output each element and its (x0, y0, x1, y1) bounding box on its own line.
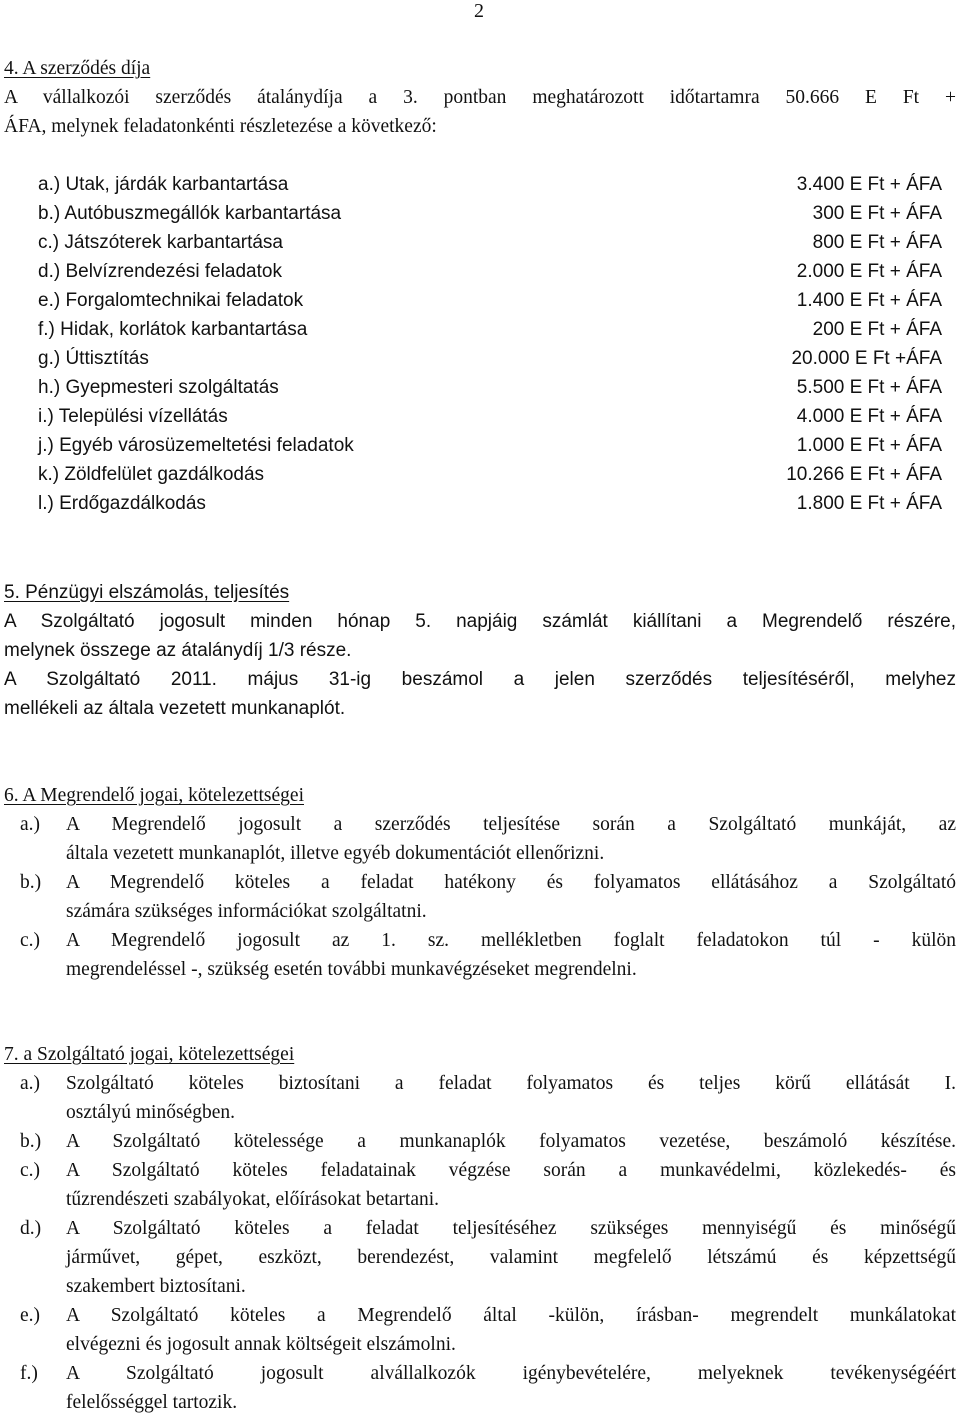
item-line: járművet, gépet, eszközt, berendezést, valamint megfelelő létszámú és képzettségű (66, 1247, 956, 1268)
fee-amount: 1.800 E Ft + ÁFA (796, 493, 942, 514)
item-line: megrendeléssel -, szükség esetén további munkavégzéseket megrendelni. (66, 959, 637, 980)
item-line: A Szolgáltató köteles a feladat teljesítéséhez szükséges mennyiségű és minőségű (66, 1218, 956, 1239)
fee-amount: 800 E Ft + ÁFA (812, 232, 942, 253)
fee-amount: 1.400 E Ft + ÁFA (796, 290, 942, 311)
page-number: 2 (474, 0, 484, 22)
item-line: Szolgáltató köteles biztosítani a feladat folyamatos és teljes körű ellátását I. (66, 1073, 956, 1094)
fee-row (0, 199, 960, 228)
item-line: A Megrendelő jogosult a szerződés teljesítése során a Szolgáltató munkáját, az (66, 814, 956, 835)
fee-amount: 10.266 E Ft + ÁFA (786, 464, 942, 485)
section-6-heading: 6. A Megrendelő jogai, kötelezettségei (4, 785, 304, 806)
fee-row (0, 257, 960, 286)
list-item (0, 1127, 956, 1156)
fee-label: d.) Belvízrendezési feladatok (38, 261, 282, 282)
fee-label: f.) Hidak, korlátok karbantartása (38, 319, 308, 340)
fee-amount: 4.000 E Ft + ÁFA (796, 406, 942, 427)
fee-row (0, 315, 960, 344)
section-6 (0, 781, 960, 984)
fee-amount: 3.400 E Ft + ÁFA (796, 174, 942, 195)
fee-row (0, 489, 960, 518)
list-item (0, 1069, 956, 1127)
item-label: b.) (20, 872, 42, 893)
section-4-intro-line1: A vállalkozói szerződés átalánydíja a 3. pontban meghatározott időtartamra 50.666 E Ft + (4, 87, 956, 108)
fee-amount: 2.000 E Ft + ÁFA (796, 261, 942, 282)
item-line: szakembert biztosítani. (66, 1276, 246, 1297)
section-5-p2-line2: mellékeli az általa vezetett munkanaplót. (4, 698, 346, 719)
item-line: számára szükséges információkat szolgáltatni. (66, 901, 427, 922)
fee-label: g.) Úttisztítás (38, 348, 149, 369)
fee-amount: 300 E Ft + ÁFA (812, 203, 942, 224)
fee-row (0, 402, 960, 431)
list-item (0, 1359, 956, 1417)
item-line: A Szolgáltató köteles feladatainak végzése során a munkavédelmi, közlekedés- és (66, 1160, 956, 1181)
section-5-p1-line2: melynek összege az átalánydíj 1/3 része. (4, 640, 352, 661)
list-item (0, 1214, 956, 1301)
item-line: A Szolgáltató kötelessége a munkanaplók folyamatos vezetése, beszámoló készítése. (66, 1131, 956, 1152)
list-item (0, 1301, 956, 1359)
fee-row (0, 170, 960, 199)
fee-row (0, 228, 960, 257)
item-line: általa vezetett munkanaplót, illetve egyéb dokumentációt ellenőrizni. (66, 843, 605, 864)
list-item (0, 926, 956, 984)
section-5-p2-line1: A Szolgáltató 2011. május 31-ig beszámol a jelen szerződés teljesítéséről, melyhez (4, 669, 956, 690)
item-line: elvégezni és jogosult annak költségeit elszámolni. (66, 1334, 456, 1355)
fee-row (0, 286, 960, 315)
fee-label: j.) Egyéb városüzemeltetési feladatok (38, 435, 354, 456)
list-item (0, 1156, 956, 1214)
fee-label: k.) Zöldfelület gazdálkodás (38, 464, 265, 485)
item-line: A Szolgáltató köteles a Megrendelő által -külön, írásban- megrendelt munkálatokat (66, 1305, 956, 1326)
item-line: tűzrendészeti szabályokat, előírásokat betartani. (66, 1189, 440, 1210)
item-label: c.) (20, 930, 41, 951)
section-4 (0, 54, 960, 518)
item-label: a.) (20, 814, 41, 835)
item-line: osztályú minőségben. (66, 1102, 235, 1123)
list-item (0, 810, 956, 868)
fee-table (0, 170, 960, 518)
item-line: A Megrendelő jogosult az 1. sz. mellékletben foglalt feladatokon túl - külön (66, 930, 956, 951)
section-5 (0, 578, 960, 723)
item-line: A Szolgáltató jogosult alvállalkozók igénybevételére, melyeknek tevékenységéért (66, 1363, 956, 1384)
item-label: b.) (20, 1131, 42, 1152)
item-label: e.) (20, 1305, 41, 1326)
item-line: A Megrendelő köteles a feladat hatékony és folyamatos ellátásához a Szolgáltató (66, 872, 956, 893)
section-7 (0, 1040, 960, 1417)
fee-label: a.) Utak, járdák karbantartása (38, 174, 289, 195)
fee-amount: 5.500 E Ft + ÁFA (796, 377, 942, 398)
fee-row (0, 373, 960, 402)
fee-label: c.) Játszóterek karbantartása (38, 232, 283, 253)
section-5-p1-line1: A Szolgáltató jogosult minden hónap 5. napjáig számlát kiállítani a Megrendelő részére, (4, 611, 956, 632)
item-label: a.) (20, 1073, 41, 1094)
fee-label: b.) Autóbuszmegállók karbantartása (38, 203, 342, 224)
fee-label: l.) Erdőgazdálkodás (38, 493, 206, 514)
fee-row (0, 460, 960, 489)
fee-label: h.) Gyepmesteri szolgáltatás (38, 377, 279, 398)
fee-amount: 200 E Ft + ÁFA (812, 319, 942, 340)
section-5-heading: 5. Pénzügyi elszámolás, teljesítés (4, 582, 290, 603)
section-4-intro-line2: ÁFA, melynek feladatonkénti részletezése a következő: (4, 116, 437, 137)
item-label: d.) (20, 1218, 42, 1239)
section-4-heading: 4. A szerződés díja (4, 58, 151, 79)
item-line: felelősséggel tartozik. (66, 1392, 238, 1413)
section-7-heading: 7. a Szolgáltató jogai, kötelezettségei (4, 1044, 295, 1065)
fee-amount: 1.000 E Ft + ÁFA (796, 435, 942, 456)
item-label: c.) (20, 1160, 41, 1181)
item-label: f.) (20, 1363, 38, 1384)
fee-amount: 20.000 E Ft +ÁFA (791, 348, 942, 369)
fee-row (0, 431, 960, 460)
fee-label: e.) Forgalomtechnikai feladatok (38, 290, 304, 311)
fee-row (0, 344, 960, 373)
list-item (0, 868, 956, 926)
fee-label: i.) Települési vízellátás (38, 406, 228, 427)
